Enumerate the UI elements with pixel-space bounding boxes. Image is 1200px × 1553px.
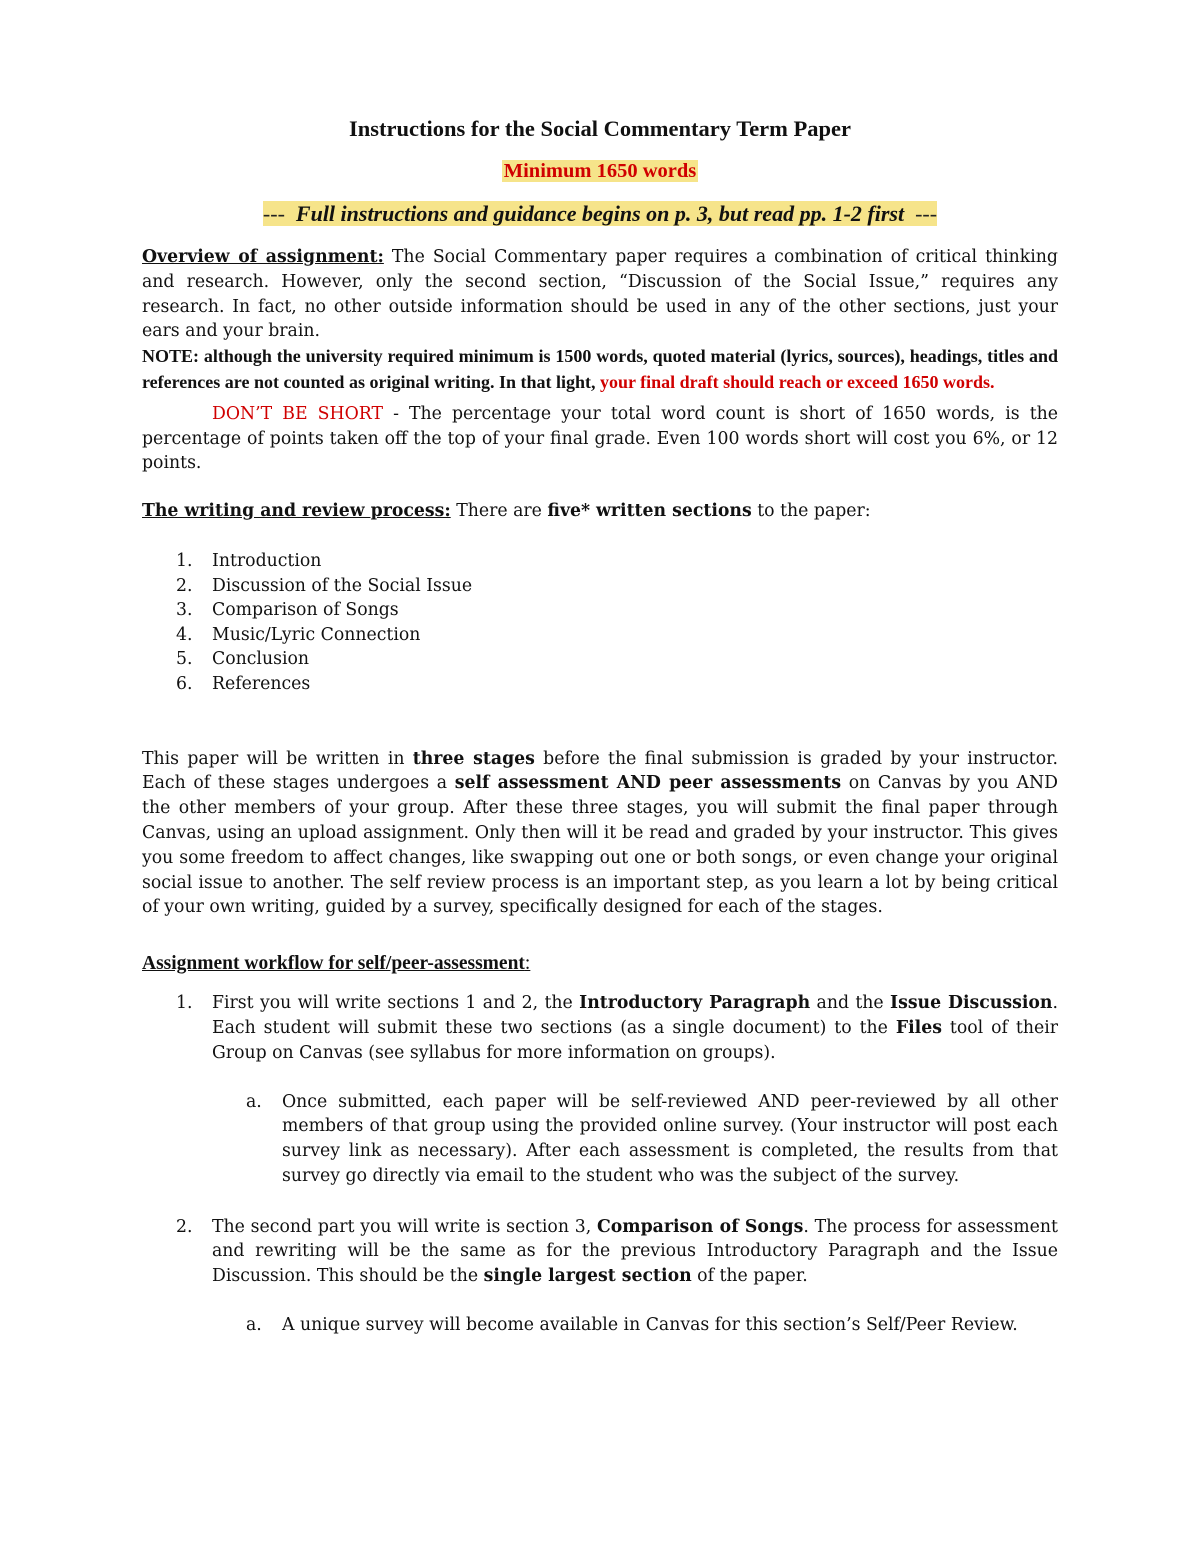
list-item (142, 549, 1058, 574)
workflow-item2-bold-2: single largest section (483, 1266, 692, 1287)
workflow-heading-colon: : (524, 953, 531, 975)
stages-text-2: before the final submission is graded by your instructor. Each of these stages undergoes a (142, 748, 1058, 794)
workflow-item1-text-3: . Each student will submit these two sections (as a single document) to the (212, 993, 1058, 1038)
workflow-item-text (212, 991, 1058, 1065)
banner-right-dashes: --- (915, 201, 938, 226)
workflow-subitem-text: Once submitted, each paper will be self-reviewed AND peer-reviewed by all other members of that group using the provided online survey. (Your instructor will post each survey link as necessary). After each assessment is completed, the results from that survey go directly via email to the student who was the subject of the survey. (282, 1091, 1058, 1186)
list-item (142, 623, 1058, 648)
list-item-label: Discussion of the Social Issue (212, 575, 473, 596)
list-item-number: 6. (176, 673, 193, 694)
process-paragraph (142, 499, 1058, 524)
minimum-word-count-highlight: Minimum 1650 words (503, 160, 697, 182)
overview-text: The Social Commentary paper requires a combination of critical thinking and research. However, only the second section, “Discussion of the Social Issue,” requires any research. In fact, no other outside information should be used in any of the other sections, just your ears and your brain. (142, 247, 1058, 342)
stages-text-3: on Canvas by you AND the other members of your group. After these three stages, you will submit the final paper through Canvas, using an upload assignment. Only then will it be read and graded by your instructor. This gives you some freedom to affect changes, like swapping out one or both songs, or even change your original social issue to another. The self review process is an important step, as you learn a lot by being critical of your own writing, guided by a survey, specifically designed for each of the stages. (142, 773, 1059, 918)
list-item (142, 672, 1058, 697)
workflow-item1-bold-1: Introductory Paragraph (579, 993, 811, 1014)
workflow-item1-bold-2: Issue Discussion (890, 993, 1053, 1014)
workflow-list (142, 991, 1058, 1338)
workflow-subitem (212, 1090, 1058, 1189)
banner-text: Full instructions and guidance begins on p. 3, but read pp. 1-2 first (295, 201, 905, 226)
list-item-label: Conclusion (212, 649, 310, 670)
list-item-label: Comparison of Songs (212, 600, 399, 621)
banner-left-dashes: --- (262, 201, 285, 226)
list-item-number: 2. (176, 575, 193, 596)
stages-paragraph (142, 747, 1058, 921)
minimum-word-count (142, 160, 1058, 183)
short-warning-paragraph (142, 402, 1058, 476)
workflow-subitem-letter: a. (246, 1091, 262, 1112)
list-item-label: Introduction (212, 550, 322, 571)
list-item-number: 3. (176, 600, 193, 621)
overview-label: Overview of assignment: (142, 247, 384, 267)
banner-highlight (263, 201, 937, 226)
workflow-item1-text-2: and the (810, 993, 891, 1014)
note-bold-text: NOTE: although the university required minimum is 1500 words, quoted material (lyrics, sources), headings, titles and references are not counted as original writing. In that light, (142, 346, 1058, 392)
workflow-subitem (212, 1313, 1058, 1338)
workflow-item1-text-1: First you will write sections 1 and 2, the (212, 993, 580, 1014)
workflow-subitem-text: A unique survey will become available in Canvas for this section’s Self/Peer Review. (282, 1315, 1018, 1336)
list-item-number: 1. (176, 550, 193, 571)
list-item-label: Music/Lyric Connection (212, 624, 421, 645)
list-item (142, 598, 1058, 623)
process-text-b: to the paper: (751, 501, 871, 522)
workflow-item1-bold-3: Files (895, 1017, 942, 1038)
process-text-a: There are (450, 501, 548, 522)
instructions-banner (142, 201, 1058, 227)
short-warning-label: DON’T BE SHORT (212, 403, 383, 424)
workflow-item2-text-3: of the paper. (691, 1266, 808, 1287)
note-red-text: your final draft should reach or exceed 1650 words. (599, 371, 995, 392)
process-label: The writing and review process: (142, 501, 451, 522)
list-item-number: 5. (176, 649, 193, 670)
workflow-item1-text-4: tool of their Group on Canvas (see syllabus for more information on groups). (212, 1017, 1058, 1063)
list-item-number: 4. (176, 624, 193, 645)
list-item-label: References (212, 673, 311, 694)
note-paragraph (142, 344, 1058, 396)
list-item (142, 647, 1058, 672)
workflow-item2-text-2: . The process for assessment and rewriting will be the same as for the previous Introductory Paragraph and the Issue Discussion. This should be the (212, 1216, 1058, 1287)
workflow-heading-text: Assignment workflow for self/peer-assessment (142, 953, 525, 975)
document-page (142, 116, 1058, 1364)
workflow-heading (142, 953, 1058, 975)
process-bold: five* written sections (547, 501, 752, 522)
workflow-item-1 (142, 991, 1058, 1189)
workflow-item-number: 2. (176, 1216, 193, 1237)
workflow-item-text (212, 1215, 1058, 1289)
overview-paragraph (142, 245, 1058, 344)
stages-bold-1: three stages (412, 748, 535, 769)
workflow-item2-bold-1: Comparison of Songs (597, 1216, 804, 1237)
workflow-item-2 (142, 1215, 1058, 1338)
stages-bold-2: self assessment AND peer assessments (454, 773, 842, 794)
stages-text-1: This paper will be written in (142, 748, 413, 769)
document-title: Instructions for the Social Commentary Term Paper (348, 116, 852, 141)
workflow-item2-text-1: The second part you will write is section 3, (212, 1216, 598, 1237)
short-warning-text: - The percentage your total word count is short of 1650 words, is the percentage of points taken off the top of your final grade. Even 100 words short will cost you 6%, or 12 points. (142, 403, 1058, 474)
workflow-subitem-letter: a. (246, 1315, 262, 1336)
sections-list (142, 549, 1058, 697)
list-item (142, 574, 1058, 599)
workflow-item-number: 1. (176, 993, 193, 1014)
